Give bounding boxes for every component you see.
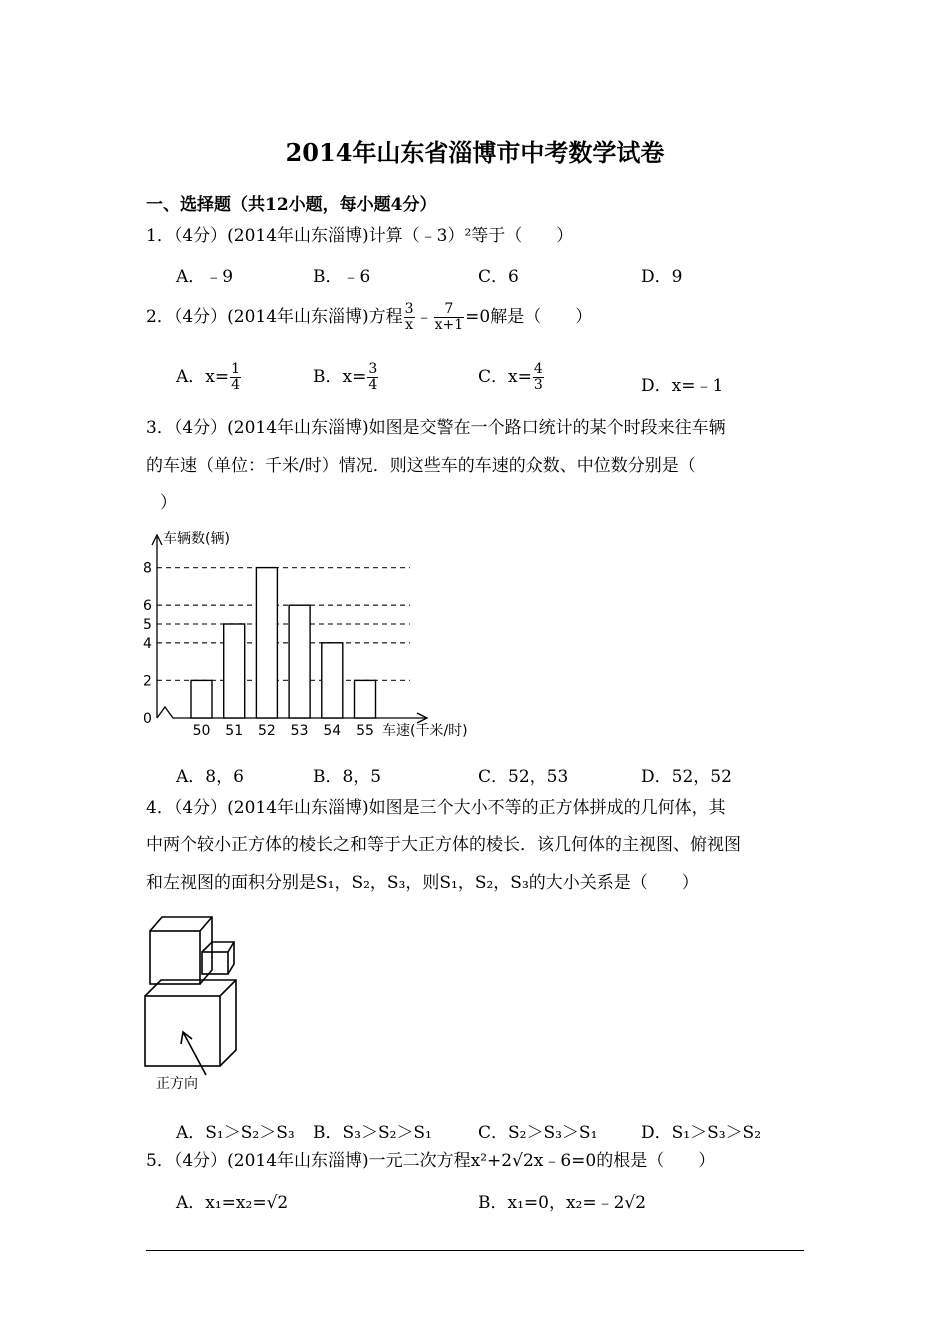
y-tick-5: 5 <box>143 617 152 633</box>
bar-52 <box>256 568 277 718</box>
question-4-line-2: 中两个较小正方体的棱长之和等于大正方体的棱长．该几何体的主视图、俯视图 <box>146 835 741 855</box>
question-1-stem: 1．（4分）(2014年山东淄博)计算（﹣3）²等于（ ） <box>146 226 574 246</box>
cube-figure <box>140 912 250 1097</box>
x-tick-54: 54 <box>323 723 342 739</box>
q5-option-a: A．x₁=x₂=√2 <box>176 1193 289 1213</box>
fraction-3-over-x: $\frac{3}{x}$ <box>404 301 414 333</box>
y-tick-2: 2 <box>143 673 152 690</box>
footer-divider <box>146 1250 804 1251</box>
x-tick-51: 51 <box>225 723 244 739</box>
bar-55 <box>355 680 376 718</box>
q2-option-c: C．x= $\frac{4}{3}$ <box>478 361 543 393</box>
chart-x-tick-labels <box>193 723 374 739</box>
x-tick-52: 52 <box>257 723 276 739</box>
q4-option-c: C．S₂＞S₃＞S₁ <box>478 1123 598 1143</box>
q5-option-b: B．x₁=0，x₂=﹣2√2 <box>478 1193 647 1213</box>
speed-bar-chart <box>135 525 495 745</box>
question-3-line-1: 3．（4分）(2014年山东淄博)如图是交警在一个路口统计的某个时段来往车辆 <box>146 418 726 438</box>
question-4-line-1: 4．（4分）(2014年山东淄博)如图是三个大小不等的正方体拼成的几何体，其 <box>146 798 726 818</box>
q4-option-b: B．S₃＞S₂＞S₁ <box>313 1123 432 1143</box>
q2-option-d: D．x=﹣1 <box>641 376 724 396</box>
chart-y-tick-labels <box>143 561 152 727</box>
q3-option-b: B．8，5 <box>313 767 382 787</box>
y-tick-0: 0 <box>143 711 152 727</box>
y-tick-6: 6 <box>143 598 152 615</box>
q1-option-b: B．﹣6 <box>313 267 371 287</box>
section-heading: 一、选择题（共12小题，每小题4分） <box>146 195 437 215</box>
q1-option-d: D．9 <box>641 267 683 287</box>
question-3-line-2: 的车速（单位：千米/时）情况．则这些车的车速的众数、中位数分别是（ <box>146 456 696 476</box>
chart-gridlines <box>157 568 410 681</box>
y-tick-4: 4 <box>143 635 152 652</box>
x-tick-50: 50 <box>192 723 211 739</box>
chart-x-axis-label: 车速(千米/时) <box>382 723 468 739</box>
y-tick-8: 8 <box>143 560 152 577</box>
page-title: 2014年山东省淄博市中考数学试卷 <box>285 138 665 167</box>
question-4-line-3: 和左视图的面积分别是S₁，S₂，S₃，则S₁，S₂，S₃的大小关系是（ ） <box>146 873 699 893</box>
q3-option-d: D．52，52 <box>641 767 732 787</box>
bar-53 <box>289 605 310 718</box>
q1-option-a: A．﹣9 <box>176 267 234 287</box>
question-3-line-3: ） <box>160 493 177 513</box>
question-2-stem: 2．（4分）(2014年山东淄博)方程 $\frac{3}{x}$ ﹣ $\frac{7}{x+1}$ =0解是（ ） <box>146 301 593 333</box>
q3-option-c: C．52，53 <box>478 767 569 787</box>
question-5-stem: 5．（4分）(2014年山东淄博)一元二次方程x²+2√2x﹣6=0的根是（ ） <box>146 1151 716 1171</box>
q4-option-d: D．S₁＞S₃＞S₂ <box>641 1123 762 1143</box>
x-tick-55: 55 <box>356 723 374 739</box>
fraction-7-over-x-plus-1: $\frac{7}{x+1}$ <box>434 301 464 333</box>
q4-option-a: A．S₁＞S₂＞S₃ <box>176 1123 295 1143</box>
q3-option-a: A．8，6 <box>176 767 244 787</box>
q1-option-c: C．6 <box>478 267 519 287</box>
bar-51 <box>224 624 245 718</box>
x-tick-53: 53 <box>290 723 309 739</box>
bar-54 <box>322 643 343 718</box>
q2-option-b: B．x= $\frac{3}{4}$ <box>313 361 378 393</box>
chart-y-axis-label: 车辆数(辆) <box>163 531 230 547</box>
bar-50 <box>191 680 212 718</box>
front-direction-label: 正方向 <box>156 1076 198 1092</box>
q2-option-a: A．x= $\frac{1}{4}$ <box>176 361 241 393</box>
